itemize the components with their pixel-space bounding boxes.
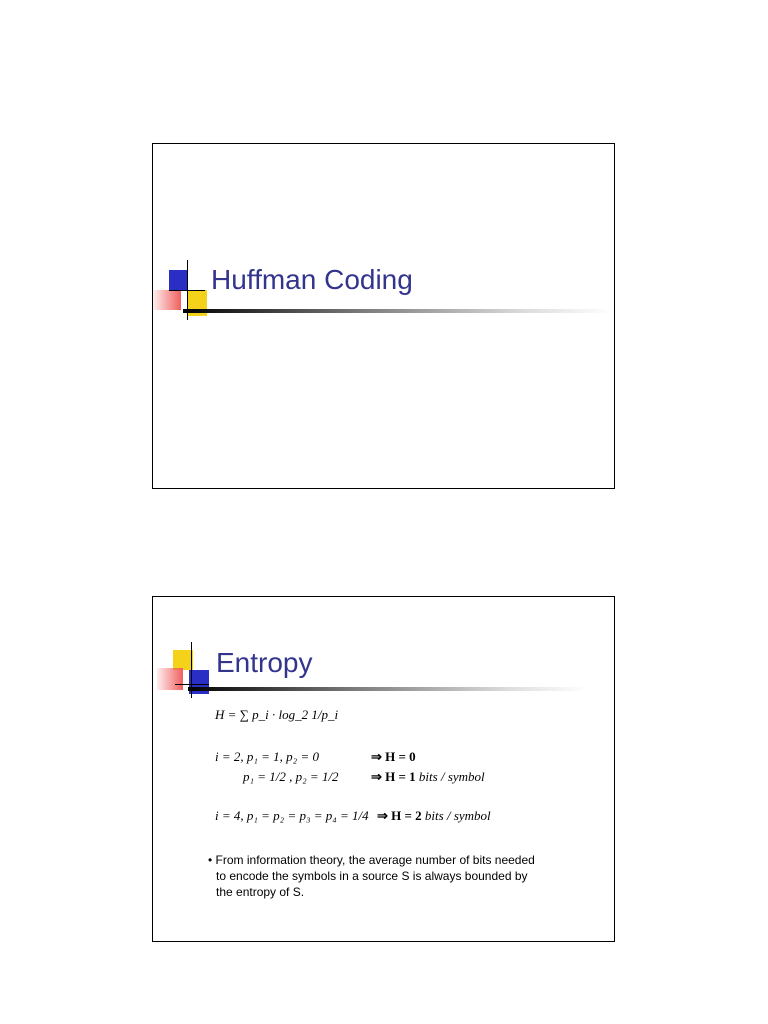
bullet-text-body: From information theory, the average number of bits needed to encode the symbols in a source S is always bounded by the entropy of S. [215,853,535,899]
formula-line-3-right [377,808,491,824]
formula-line-2-left [243,769,339,785]
formula-line-2-left-text: p₁ = 1/2 , p₂ = 1/2 [243,769,339,784]
formula-line-3-left [215,808,369,824]
bullet-text: • From information theory, the average number of bits needed to encode the symbols in a source S is always bounded by the entropy of S. [208,853,535,899]
bullet-point [208,852,538,900]
slide-title: Entropy [216,647,313,678]
formula-line-3-unit: bits / symbol [424,808,491,823]
formula-line-1-left-text: i = 2, p₁ = 1, p₂ = 0 [215,749,319,764]
slide-huffman-coding [152,143,615,489]
title-rule [188,687,588,691]
title-decoration [161,650,221,710]
slide-title: Huffman Coding [211,264,413,295]
entropy-formula-text: H = ∑ p_i · log_2 1/p_i [215,707,339,722]
formula-line-3-result: ⇒ H = 2 [377,808,422,823]
formula-line-1-right [371,749,416,765]
title-rule [183,309,613,313]
formula-line-3-left-text: i = 4, p₁ = p₂ = p₃ = p₄ = 1/4 [215,808,369,823]
slide-entropy [152,596,615,942]
formula-line-2-result: ⇒ H = 1 [371,769,416,784]
formula-line-2-unit: bits / symbol [418,769,485,784]
entropy-formula [215,707,338,723]
formula-line-2-right [371,769,485,785]
formula-line-1-left [215,749,319,765]
formula-line-1-result: ⇒ H = 0 [371,749,416,764]
